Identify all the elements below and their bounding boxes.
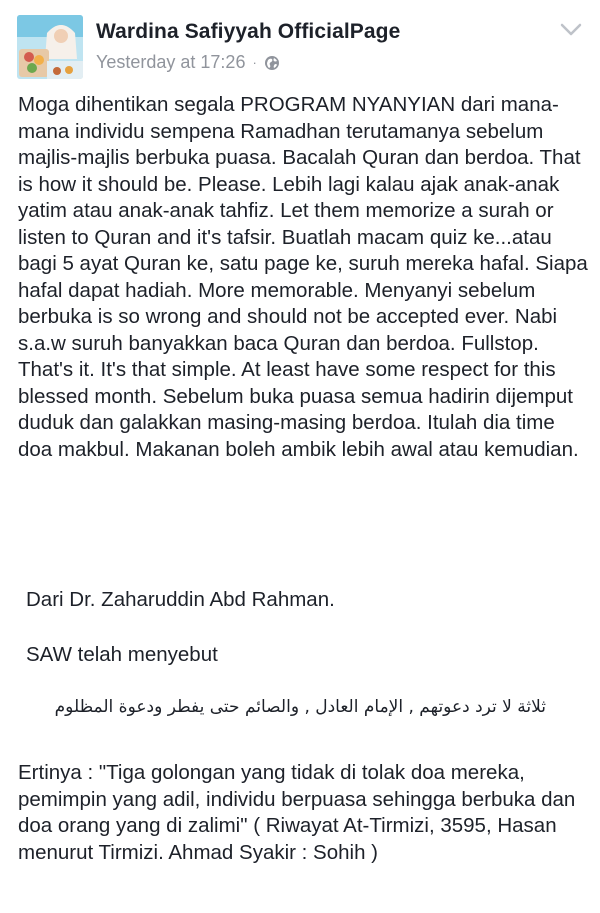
chevron-down-icon[interactable] xyxy=(560,22,582,38)
post-timestamp[interactable]: Yesterday at 17:26 xyxy=(96,52,246,72)
post-source: Dari Dr. Zaharuddin Abd Rahman. xyxy=(26,588,335,611)
page-name-link[interactable]: Wardina Safiyyah OfficialPage xyxy=(96,20,401,43)
globe-icon[interactable] xyxy=(264,55,280,71)
avatar-image xyxy=(17,15,83,79)
post-header xyxy=(0,0,600,85)
page-avatar[interactable] xyxy=(17,15,83,79)
post-text: Moga dihentikan segala PROGRAM NYANYIAN dari mana-mana individu sempena Ramadhan terutamanya sebelum majlis-majlis berbuka puasa. Bacalah Quran dan berdoa. That is how it should be. Please. Lebih lagi kalau ajak anak-anak yatim atau anak-anak tahfiz. Let them memorize a surah or listen to Quran and it's tafsir. Buatlah macam quiz ke...atau bagi 5 ayat Quran ke, satu page ke, suruh mereka hafal. Siapa hafal dapat hadiah. More memorable. Menyanyi sebelum berbuka is so wrong and should not be accepted ever. Nabi s.a.w suruh banyakkan baca Quran dan berdoa. Fullstop. That's it. It's that simple. At least have some respect for this blessed month. Sebelum buka puasa semua hadirin dijemput duduk dan galakkan masing-masing berdoa. Itulah dia time doa makbul. Makanan boleh ambik lebih awal atau kemudian. xyxy=(18,93,588,461)
meta-separator: · xyxy=(252,55,257,70)
arabic-hadith: ثلاثة لا ترد دعوتهم , الإمام العادل , والصائم حتى يفطر ودعوة المظلوم xyxy=(54,697,546,717)
post-body xyxy=(18,92,590,463)
post-translation: Ertinya : "Tiga golongan yang tidak di tolak doa mereka, pemimpin yang adil, individu berpuasa sehingga berbuka dan doa orang yang di zalimi" ( Riwayat At-Tirmizi, 3595, Hasan menurut Tirmizi. Ahmad Syakir : Sohih ) xyxy=(18,761,576,864)
post-saw-line: SAW telah menyebut xyxy=(26,643,218,666)
post-meta xyxy=(96,52,280,73)
